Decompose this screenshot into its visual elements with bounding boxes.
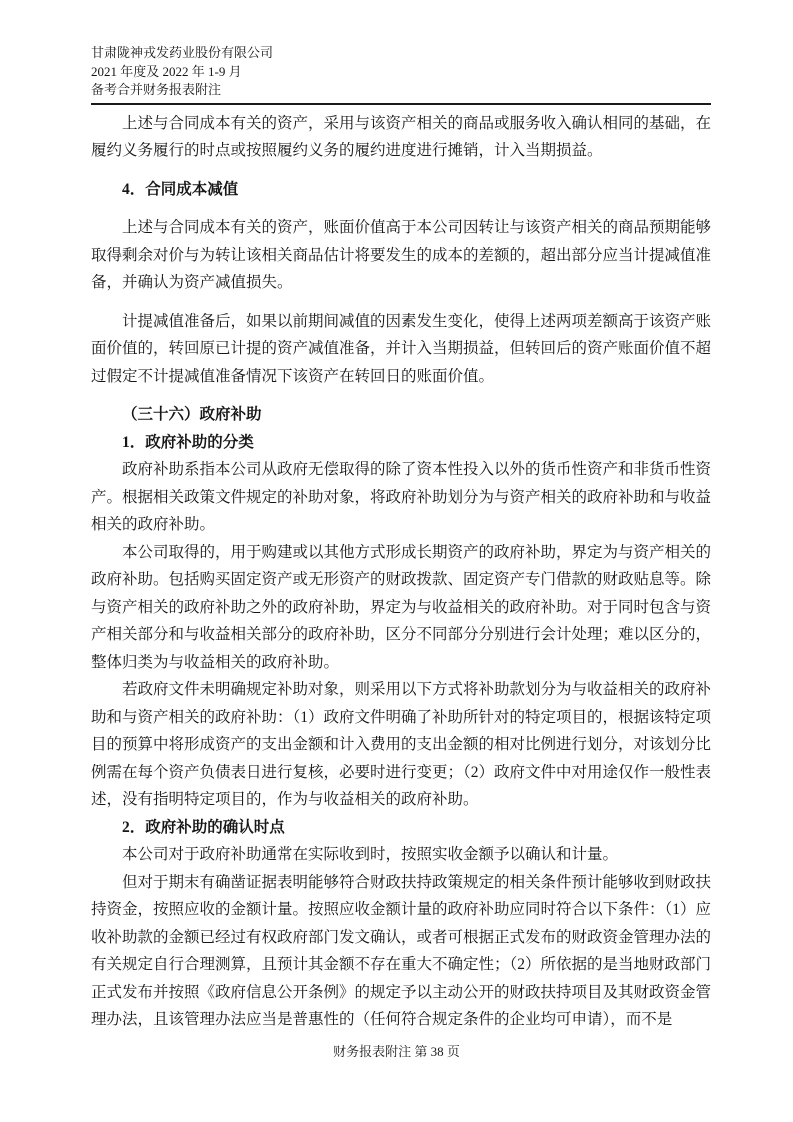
- document-body: [91, 105, 711, 1034]
- header-period-line: 2021 年度及 2022 年 1-9 月: [91, 63, 242, 79]
- section-heading: （三十六）政府补助: [122, 406, 262, 423]
- header-doc-title-line: 备考合并财务报表附注: [91, 82, 222, 97]
- paragraph: 计提减值准备后，如果以前期间减值的因素发生变化，使得上述两项差额高于该资产账面价值的，转回原已计提的资产减值准备，并计入当期损益，但转回后的资产账面价值不超过假定不计提减值准备情况下该资产在转回日的账面价值。: [91, 312, 712, 385]
- paragraph: 若政府文件未明确规定补助对象，则采用以下方式将补助款划分为与收益相关的政府补助和与资产相关的政府补助：（1）政府文件明确了补助所针对的特定项目的，根据该特定项目的预算中将形成资产的支出金额和计入费用的支出金额的相对比例进行划分，对该划分比例需在每个资产负债表日进行复核，必要时进行变更；（2）政府文件中对用途仅作一般性表述，没有指明特定项目的，作为与收益相关的政府补助。: [91, 681, 712, 808]
- subsection-heading: 4．合同成本减值: [122, 180, 239, 198]
- paragraph: 本公司对于政府补助通常在实际收到时，按照实收金额予以确认和计量。: [122, 846, 619, 863]
- paragraph: 但对于期末有确凿证据表明能够符合财政扶持政策规定的相关条件预计能够收到财政扶持资金，按照应收的金额计量。按照应收金额计量的政府补助应同时符合以下条件：（1）应收补助款的金额已经过有权政府部门发文确认，或者可根据正式发布的财政资金管理办法的有关规定自行合理测算，且预计其金额不存在重大不确定性；（2）所依据的是当地财政部门正式发布并按照《政府信息公开条例》的规定予以主动公开的财政扶持项目及其财政资金管理办法，且该管理办法应当是普惠性的（任何符合规定条件的企业均可申请），而不是: [91, 873, 712, 1028]
- header-company-line: 甘肃陇神戎发药业股份有限公司: [91, 45, 274, 60]
- subsection-heading: 2．政府补助的确认时点: [122, 818, 285, 836]
- page-header: [91, 44, 711, 105]
- paragraph: 政府补助系指本公司从政府无偿取得的除了资本性投入以外的货币性资产和非货币性资产。根据相关政策文件规定的补助对象，将政府补助划分为与资产相关的政府补助和与收益相关的政府补助。: [91, 461, 712, 533]
- paragraph: 上述与合同成本有关的资产，账面价值高于本公司因转让与该资产相关的商品预期能够取得剩余对价与为转让该相关商品估计将要发生的成本的差额的，超出部分应当计提减值准备，并确认为资产减值损失。: [91, 219, 712, 291]
- subsection-heading: 1．政府补助的分类: [122, 433, 254, 451]
- paragraph: 本公司取得的，用于购建或以其他方式形成长期资产的政府补助，界定为与资产相关的政府补助。包括购买固定资产或无形资产的财政拨款、固定资产专门借款的财政贴息等。除与资产相关的政府补助之外的政府补助，界定为与收益相关的政府补助。对于同时包含与资产相关部分和与收益相关部分的政府补助，区分不同部分分别进行会计处理；难以区分的，整体归类为与收益相关的政府补助。: [91, 543, 712, 671]
- paragraph: 上述与合同成本有关的资产，采用与该资产相关的商品或服务收入确认相同的基础，在履约义务履行的时点或按照履约义务的履约进度进行摊销，计入当期损益。: [91, 114, 712, 159]
- page-content: [91, 0, 711, 1034]
- page-footer: 财务报表附注 第 38 页: [333, 1044, 460, 1059]
